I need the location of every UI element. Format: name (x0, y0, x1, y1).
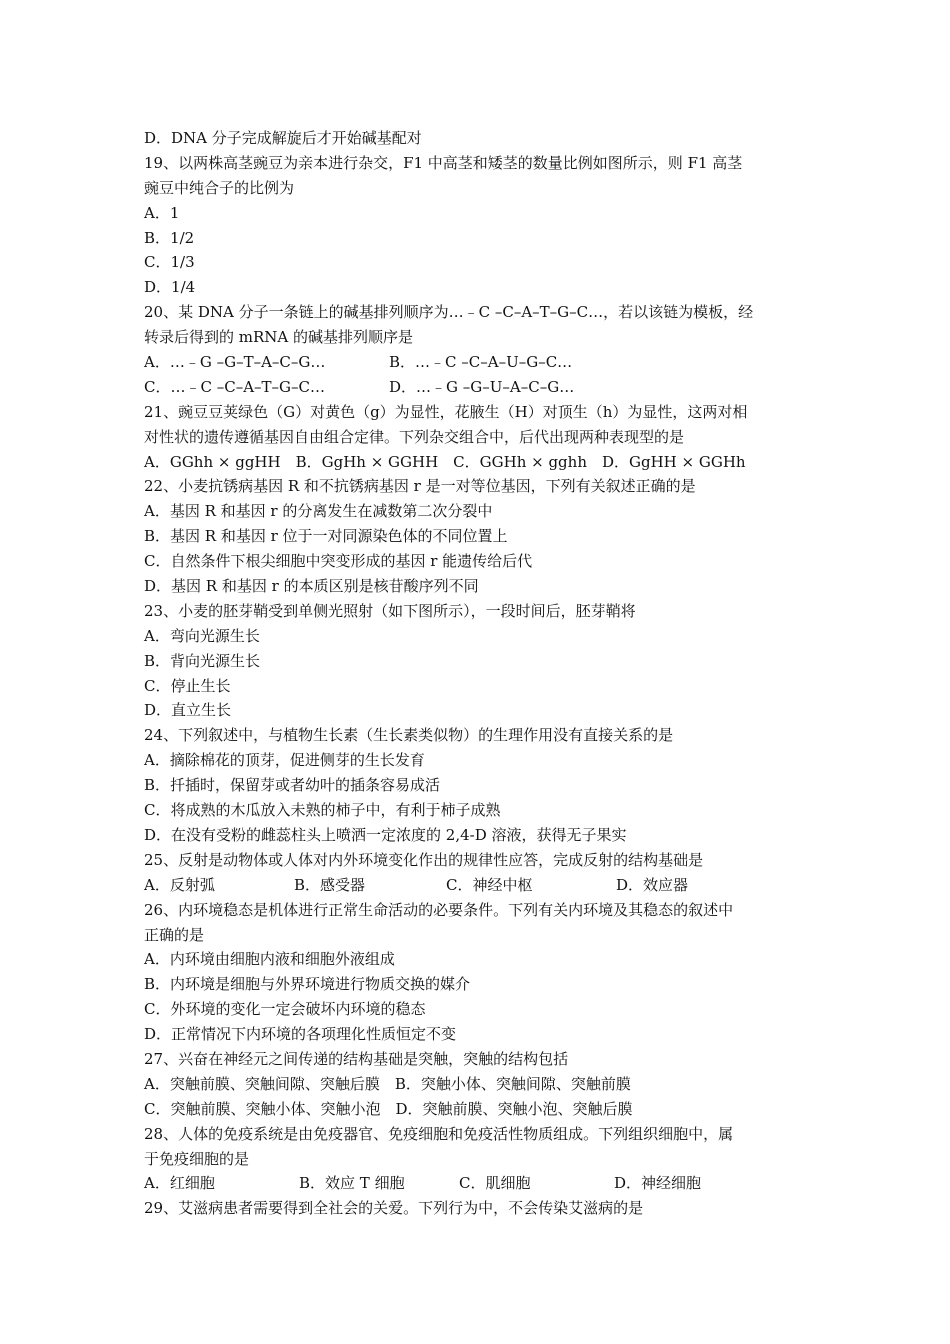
option-line: B．扦插时，保留芽或者幼叶的插条容易成活 (144, 776, 441, 795)
option-line: D．直立生长 (144, 701, 232, 720)
question-21-stem: 21、豌豆豆荚绿色（G）对黄色（g）为显性，花腋生（H）对顶生（h）为显性，这两对相 (144, 402, 748, 421)
option-cell: D．…﹣G –G–U–A–C–G… (389, 377, 575, 396)
option-line: A．基因 R 和基因 r 的分离发生在减数第二次分裂中 (144, 502, 493, 521)
question-28-stem: 28、人体的免疫系统是由免疫器官、免疫细胞和免疫活性物质组成。下列组织细胞中，属 (144, 1124, 734, 1143)
option-line: C．1/3 (144, 253, 195, 272)
question-28-stem-cont: 于免疫细胞的是 (144, 1149, 250, 1168)
question-20-stem: 20、某 DNA 分子一条链上的碱基排列顺序为…﹣C –C–A–T–G–C…，若以该链为模板，经 (144, 303, 754, 322)
option-line: A．内环境由细胞内液和细胞外液组成 (144, 950, 395, 969)
question-19-stem-cont: 豌豆中纯合子的比例为 (144, 178, 295, 197)
option-line: D．基因 R 和基因 r 的本质区别是核苷酸序列不同 (144, 577, 479, 596)
option-line: A．GGhh × ggHH B．GgHh × GGHH C．GGHh × gghh D．GgHH × GGHh (144, 452, 746, 471)
question-29-stem: 29、艾滋病患者需要得到全社会的关爱。下列行为中，不会传染艾滋病的是 (144, 1199, 644, 1218)
option-line: D．正常情况下内环境的各项理化性质恒定不变 (144, 1025, 457, 1044)
option-line: A．弯向光源生长 (144, 626, 260, 645)
option-cell: A．反射弧 (144, 875, 215, 894)
option-cell: B．效应 T 细胞 (299, 1174, 405, 1193)
question-26-stem: 26、内环境稳态是机体进行正常生命活动的必要条件。下列有关内环境及其稳态的叙述中 (144, 900, 734, 919)
option-line: C．突触前膜、突触小体、突触小泡 D．突触前膜、突触小泡、突触后膜 (144, 1099, 633, 1118)
option-row (144, 873, 824, 898)
option-line: B．内环境是细胞与外界环境进行物质交换的媒介 (144, 975, 471, 994)
option-cell: B．感受器 (294, 875, 366, 894)
option-cell: D．效应器 (616, 875, 689, 894)
option-line: C．外环境的变化一定会破坏内环境的稳态 (144, 1000, 426, 1019)
question-19-stem: 19、以两株高茎豌豆为亲本进行杂交，F1 中高茎和矮茎的数量比例如图所示，则 F1 高茎 (144, 153, 743, 172)
option-row (144, 1171, 824, 1196)
question-21-stem-cont: 对性状的遗传遵循基因自由组合定律。下列杂交组合中，后代出现两种表现型的是 (144, 427, 685, 446)
option-line: B．背向光源生长 (144, 651, 261, 670)
option-cell: C．肌细胞 (459, 1174, 531, 1193)
option-line: C．停止生长 (144, 676, 231, 695)
option-cell: B．…﹣C –C–A–U–G–C… (389, 353, 573, 372)
question-27-stem: 27、兴奋在神经元之间传递的结构基础是突触，突触的结构包括 (144, 1049, 569, 1068)
question-20-stem-cont: 转录后得到的 mRNA 的碱基排列顺序是 (144, 328, 414, 347)
option-cell: C．神经中枢 (446, 875, 533, 894)
option-line: B．1/2 (144, 228, 195, 247)
question-25-stem: 25、反射是动物体或人体对内外环境变化作出的规律性应答，完成反射的结构基础是 (144, 850, 704, 869)
option-line: A．1 (144, 203, 180, 222)
question-22-stem: 22、小麦抗锈病基因 R 和不抗锈病基因 r 是一对等位基因，下列有关叙述正确的是 (144, 477, 696, 496)
option-line: C．自然条件下根尖细胞中突变形成的基因 r 能遗传给后代 (144, 552, 533, 571)
option-cell: D．神经细胞 (614, 1174, 702, 1193)
option-row (144, 350, 824, 375)
option-line: D．1/4 (144, 278, 196, 297)
option-cell: A．红细胞 (144, 1174, 215, 1193)
option-row (144, 375, 824, 400)
option-line: C．将成熟的木瓜放入未熟的柿子中，有利于柿子成熟 (144, 801, 501, 820)
option-line: B．基因 R 和基因 r 位于一对同源染色体的不同位置上 (144, 527, 508, 546)
option-line: D．在没有受粉的雌蕊柱头上喷洒一定浓度的 2,4-D 溶液，获得无子果实 (144, 825, 627, 844)
question-24-stem: 24、下列叙述中，与植物生长素（生长素类似物）的生理作用没有直接关系的是 (144, 726, 674, 745)
question-23-stem: 23、小麦的胚芽鞘受到单侧光照射（如下图所示），一段时间后，胚芽鞘将 (144, 601, 636, 620)
option-cell: C．…﹣C –C–A–T–G–C… (144, 377, 325, 396)
document-body (144, 126, 824, 1221)
option-line: A．摘除棉花的顶芽，促进侧芽的生长发育 (144, 751, 425, 770)
text-line: D．DNA 分子完成解旋后才开始碱基配对 (144, 129, 422, 147)
question-26-stem-cont: 正确的是 (144, 925, 205, 944)
option-cell: A．…﹣G –G–T–A–C–G… (144, 353, 326, 372)
option-line: A．突触前膜、突触间隙、突触后膜 B．突触小体、突触间隙、突触前膜 (144, 1074, 631, 1093)
